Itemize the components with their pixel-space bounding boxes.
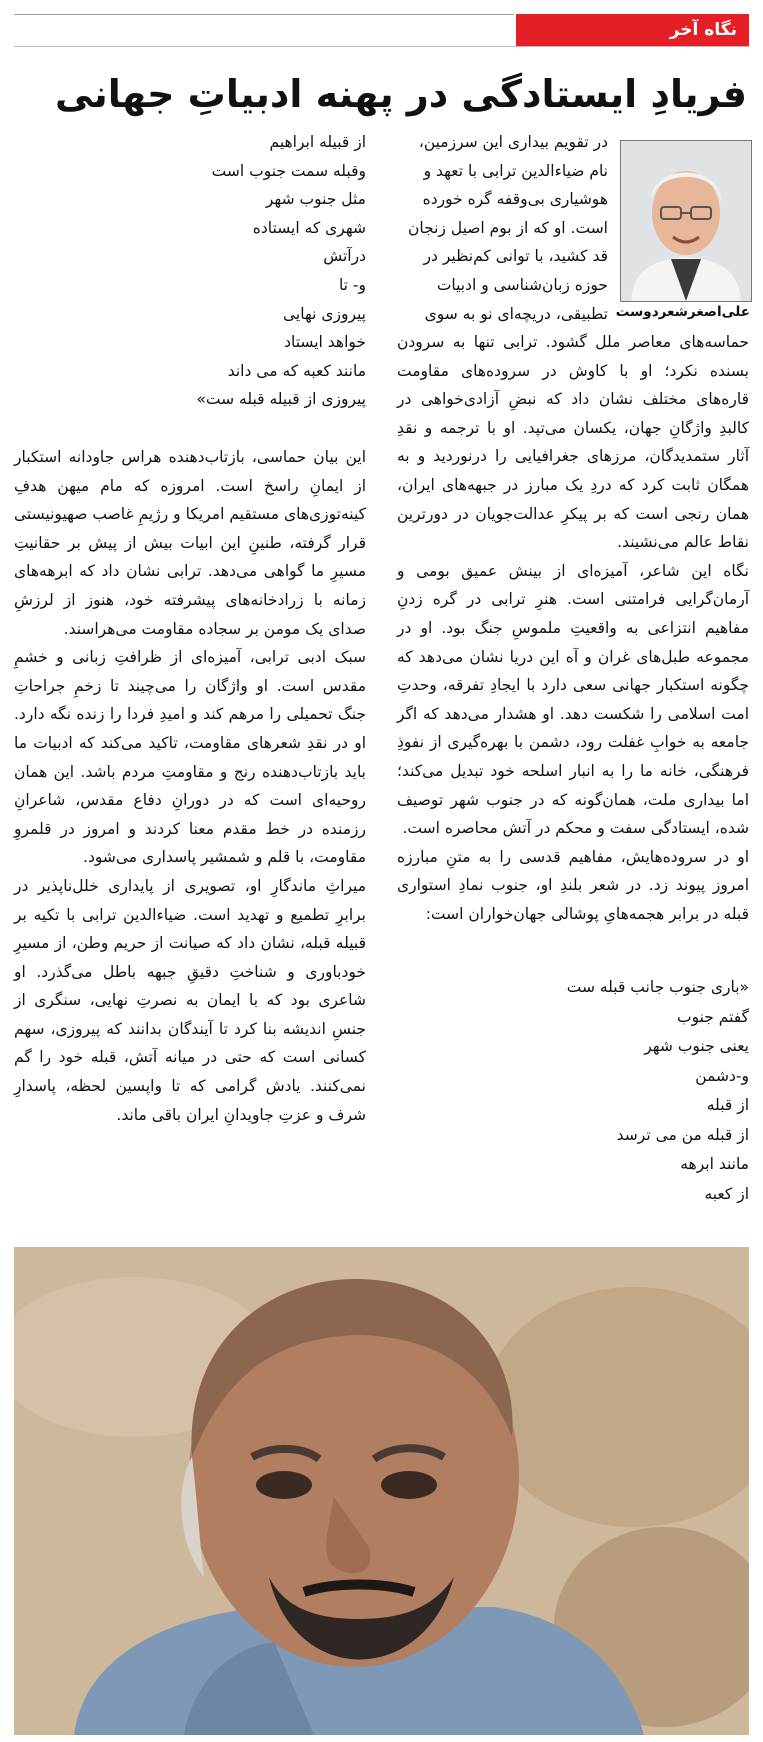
poet-photo [14, 1247, 749, 1735]
poem-line: از قبله [706, 1096, 749, 1114]
intro-line: قد کشید، با توانی کم‌نظیر در [423, 247, 608, 266]
article-column-left [14, 443, 366, 1129]
paragraph: حماسه‌های معاصر ملل گشود. ترابی تنها به سرودن بسنده نکرد؛ او با کاوش در سروده‌های مقاومت قاره‌های مختلف نشان داد که نبضِ آزادی‌خواهی در کالبدِ واژگانِ جهان، یکسان می‌تپد. او با ترجمه و نقدِ آثار ستمدیدگان، مرزهای جغرافیایی را درنوردید و به همگان ثابت کرد که دردِ یک مبارز در جبهه‌های ایران، همان رنجی است که بر پیکرِ عدالت‌جویان در دورترین نقاط عالم می‌نشیند. [397, 333, 749, 552]
poem-line: شهری که ایستاده [252, 218, 366, 237]
header-rule [14, 46, 749, 47]
paragraph: سبک ادبی ترابی، آمیزه‌ای از ظرافتِ زبانی و خشمِ مقدس است. او واژگان را می‌چیند تا زخمِ جراحاتِ جنگ تحمیلی را مرهم کند و امیدِ فردا را زنده نگه دارد. او در نقدِ شعرهای مقاومت، تاکید می‌کند که ادبیات ما باید بازتاب‌دهنده رنج و مقاومتِ مردم باشد. این همان روحیه‌ای است که در دورانِ دفاع مقدس، شاعرانِ رزمنده در خط مقدم معنا کردند و امروز در قلمروِ مقاومت، با قلم و شمشیر پاسداری می‌شود. [14, 648, 366, 867]
article-column-right [397, 328, 749, 928]
poem-line: و- تا [338, 275, 366, 294]
poem-line: درآتش [323, 247, 366, 266]
poem-line: پیروزی از قبیله قبله ست» [196, 390, 366, 409]
intro-line: هوشیاری بی‌وقفه گره خورده [422, 190, 608, 209]
poem-right [397, 973, 749, 1209]
poem-line: یعنی جنوب شهر [644, 1037, 749, 1055]
poem-line: مانند کعبه که می داند [227, 361, 366, 380]
poem-line: «باری جنوب جانب قبله ست [566, 978, 749, 996]
intro-line: در تقویم بیداری این سرزمین، [418, 133, 608, 151]
intro-line: نام ضیاءالدین ترابی با تعهد و [423, 161, 608, 180]
poem-line: خواهد ایستاد [284, 333, 366, 352]
poem-line: از قبیله ابراهیم [269, 133, 366, 151]
intro-line: حوزه زبان‌شناسی و ادبیات [436, 275, 608, 294]
poem-line: مثل جنوب شهر [265, 190, 366, 209]
paragraph: نگاه این شاعر، آمیزه‌ای از بینش عمیق بومی و آرمان‌گرایی فرامتنی است. هنرِ ترابی در گره زدنِ مفاهیم انتزاعی به واقعیتِ ملموسِ جنگ بود. او در مجموعه طبل‌های غران و آه این دریا نشان می‌دهد که چگونه استکبار جهانی سعی دارد با ایجادِ تفرقه، وحدتِ امت اسلامی را شکست دهد. او هشدار می‌دهد که اگر جامعه به خوابِ غفلت رود، دشمن با بهره‌گیری از نفوذِ فرهنگی، خانه ما را به انبار اسلحه خود تبدیل می‌کند؛ اما بیداری ملت، همان‌گونه که در جنوب شهر توصیف شده، ایستادگی سفت و محکم در آتش محاصره است. [397, 561, 749, 838]
intro-line: است. او که از بوم اصیل زنجان [408, 218, 608, 237]
section-tag: نگاه آخر [516, 14, 749, 46]
paragraph: او در سروده‌هایش، مفاهیم قدسی را به متنِ مبارزه امروز پیوند زد. در شعر بلندِ او، جنوب نمادِ استواری قبله در برابر هجمه‌هایِ پوشالی جهان‌خواران است: [397, 847, 749, 923]
poem-line: و-دشمن [695, 1066, 749, 1085]
intro-paragraph [398, 128, 608, 328]
poem-line: مانند ابرهه [680, 1155, 749, 1173]
poem-line: گفتم جنوب [677, 1007, 749, 1026]
paragraph: این بیان حماسی، بازتاب‌دهنده هراس جاودانه استکبار از ایمانِ راسخ است. امروزه که مام میهن هدفِ کینه‌توزی‌های مستقیم امریکا و رژیمِ غاصب صهیونیستی قرار گرفته، طنینِ این ابیات بیش از پیش بر حقانیتِ مسیرِ ما گواهی می‌دهد. ترابی نشان داد که ابرهه‌های زمانه با زرادخانه‌های پیشرفته خود، هنوز از لرزشِ صدای یک مومن بر سجاده مقاومت می‌هراسند. [14, 448, 366, 638]
intro-line: تطبیقی، دریچه‌ای نو به سوی [424, 304, 608, 323]
poem-line: پیروزی نهایی [283, 304, 366, 323]
author-name: علی‌اصغرشعردوست [615, 304, 750, 320]
headline: فریادِ ایستادگی در پهنه ادبیاتِ جهانی [55, 72, 747, 116]
top-rule [14, 14, 514, 15]
poem-line: وقبله سمت جنوب است [211, 161, 366, 180]
poem-line: از کعبه [704, 1184, 749, 1203]
paragraph: میراثِ ماندگارِ او، تصویری از پایداری خلل‌ناپذیر در برابرِ تطمیع و تهدید است. ضیاءالدین ترابی با تکیه بر قبیله قبله، نشان داد که صیانت از حریم وطن، از مسیرِ خودباوری و شناختِ دقیقِ جبهه باطل می‌گذرد. او شاعری بود که با ایمان به نصرتِ نهایی، سنگری از جنسِ اندیشه بنا کرد تا آیندگان بدانند که پیروزی، سهم کسانی است که حتی در میانه آتش، قبله خود را گم نمی‌کنند. یادش گرامی که تا واپسین لحظه، پاسدارِ شرف و عزتِ جاویدانِ ایران باقی ماند. [14, 876, 366, 1124]
author-photo [620, 140, 752, 302]
poem-line: از قبله من می ترسد [616, 1125, 749, 1144]
poem-left [14, 128, 366, 414]
